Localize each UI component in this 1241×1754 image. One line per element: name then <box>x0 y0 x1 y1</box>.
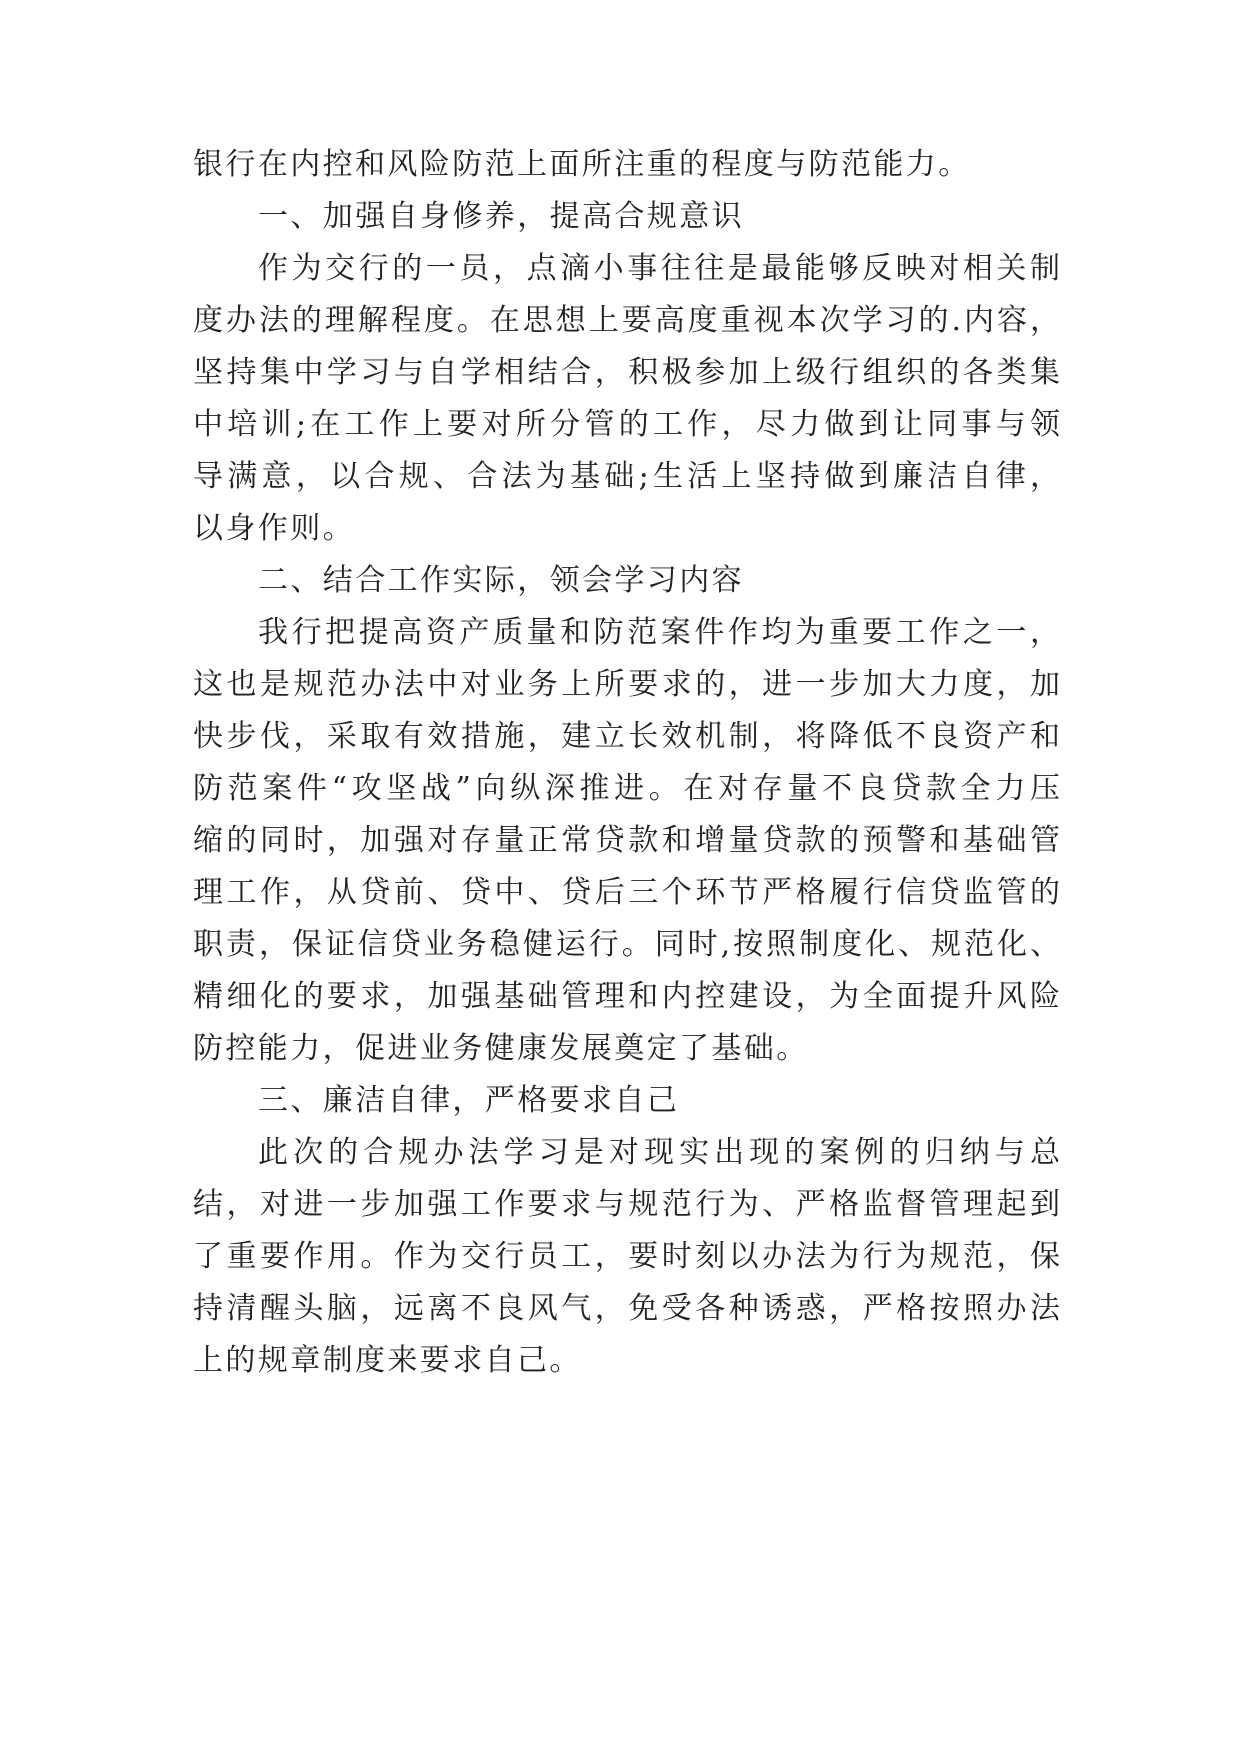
paragraph-line: 上的规章制度来要求自己。 <box>193 1343 582 1378</box>
document-body <box>193 139 1060 1387</box>
section-2 <box>193 555 1060 1075</box>
paragraph-line: 我行把提高资产质量和防范案件作均为重要工作之一， <box>258 615 1060 650</box>
section-heading: 二、结合工作实际，领会学习内容 <box>258 563 744 598</box>
paragraph-line: 了重要作用。作为交行员工，要时刻以办法为行为规范，保 <box>193 1239 1060 1274</box>
paragraph-line: 中培训;在工作上要对所分管的工作，尽力做到让同事与领 <box>193 407 1060 442</box>
paragraph-line: 缩的同时，加强对存量正常贷款和增量贷款的预警和基础管 <box>193 823 1060 858</box>
section-1 <box>193 191 1060 555</box>
paragraph-line: 作为交行的一员，点滴小事往往是最能够反映对相关制 <box>258 251 1060 286</box>
paragraph-line: 导满意，以合规、合法为基础;生活上坚持做到廉洁自律， <box>193 459 1060 494</box>
paragraph-line: 防控能力，促进业务健康发展奠定了基础。 <box>193 1031 809 1066</box>
paragraph-line: 精细化的要求，加强基础管理和内控建设，为全面提升风险 <box>193 979 1060 1014</box>
section-heading: 三、廉洁自律，严格要求自己 <box>258 1083 680 1118</box>
paragraph-line: 快步伐，采取有效措施，建立长效机制，将降低不良资产和 <box>193 719 1060 754</box>
section-heading: 一、加强自身修养，提高合规意识 <box>258 199 744 234</box>
paragraph-line: 防范案件“攻坚战”向纵深推进。在对存量不良贷款全力压 <box>193 771 1060 806</box>
paragraph-line: 坚持集中学习与自学相结合，积极参加上级行组织的各类集 <box>193 355 1060 390</box>
paragraph-line: 这也是规范办法中对业务上所要求的，进一步加大力度，加 <box>193 667 1060 702</box>
paragraph-line: 理工作，从贷前、贷中、贷后三个环节严格履行信贷监管的 <box>193 875 1060 910</box>
paragraph-line: 此次的合规办法学习是对现实出现的案例的归纳与总 <box>258 1135 1060 1170</box>
paragraph-line: 结，对进一步加强工作要求与规范行为、严格监督管理起到 <box>193 1187 1060 1222</box>
section-3 <box>193 1075 1060 1387</box>
opening-line: 银行在内控和风险防范上面所注重的程度与防范能力。 <box>193 147 971 182</box>
paragraph-line: 持清醒头脑，远离不良风气，免受各种诱惑，严格按照办法 <box>193 1291 1060 1326</box>
paragraph-line: 职责，保证信贷业务稳健运行。同时,按照制度化、规范化、 <box>193 927 1060 962</box>
paragraph-line: 以身作则。 <box>193 511 355 546</box>
paragraph-line: 度办法的理解程度。在思想上要高度重视本次学习的.内容， <box>193 303 1060 338</box>
